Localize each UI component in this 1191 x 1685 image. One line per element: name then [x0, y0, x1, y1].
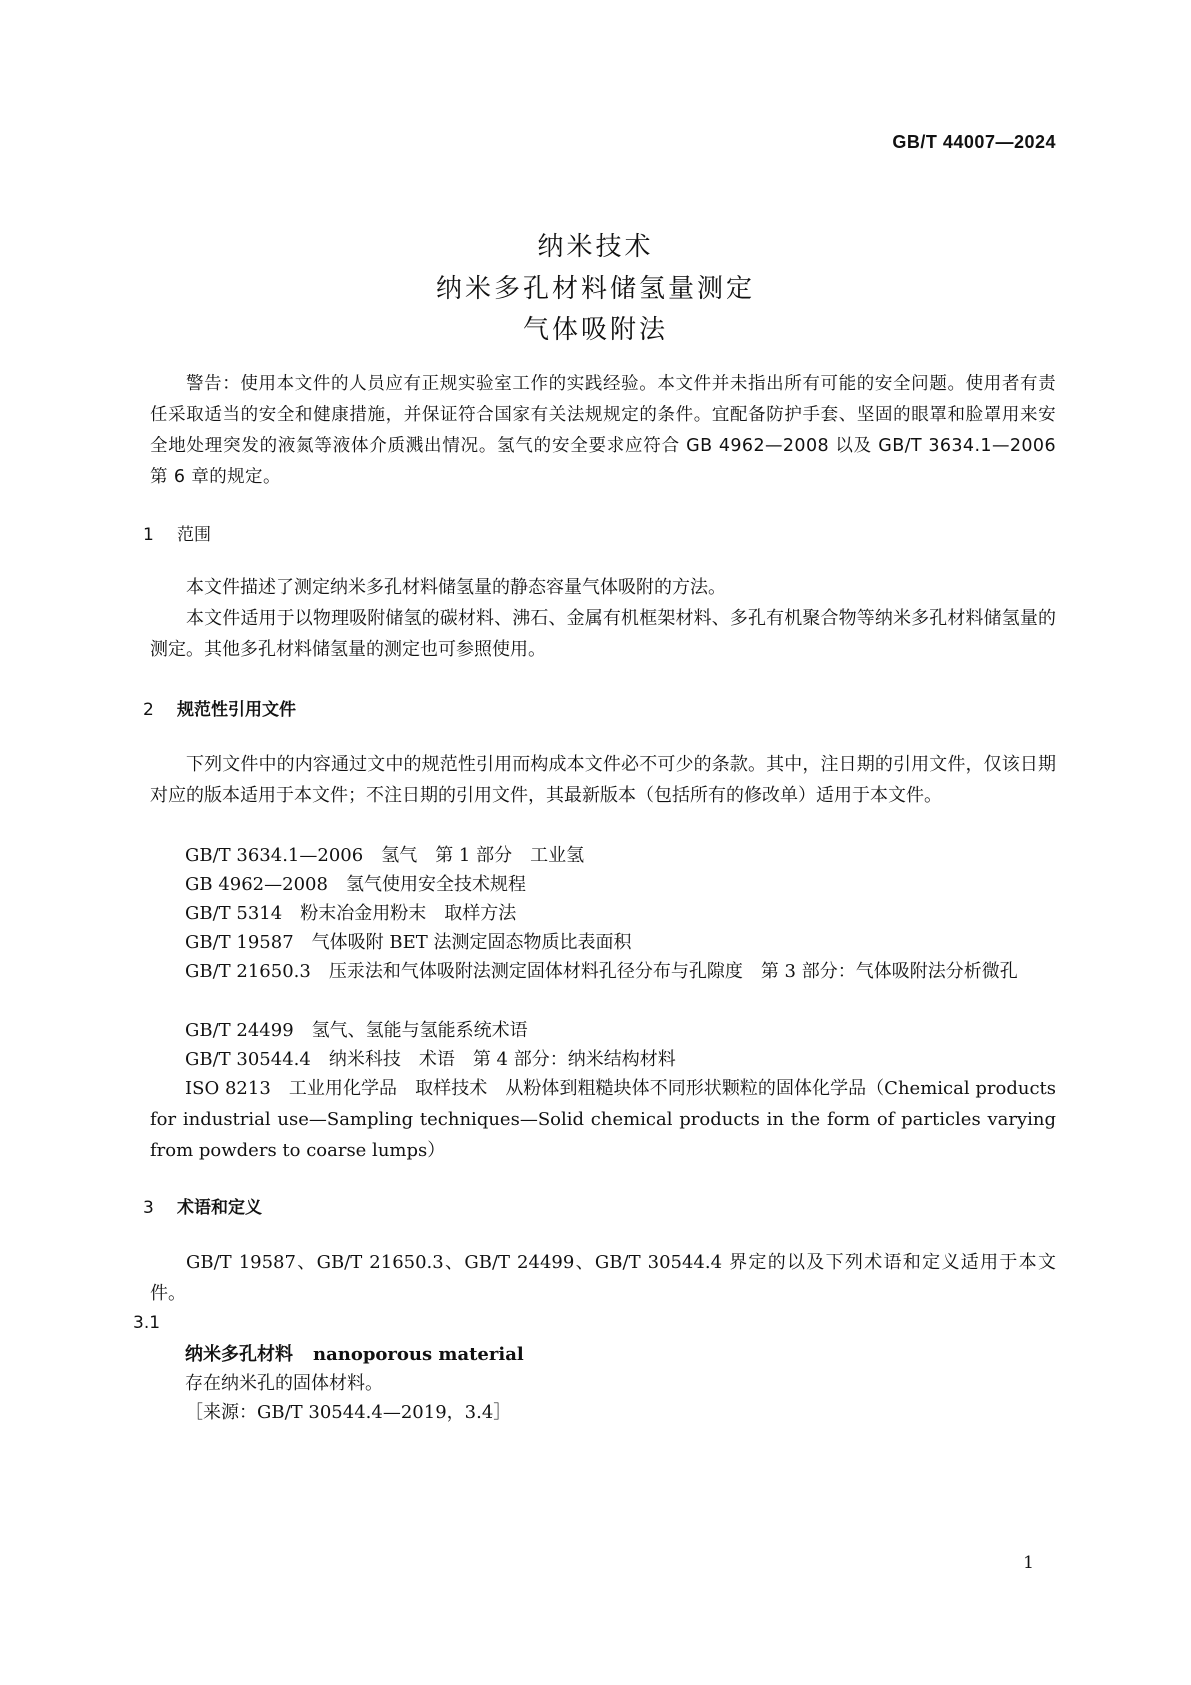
section-2-heading	[143, 695, 296, 720]
terms-intro: GB/T 19587、GB/T 21650.3、GB/T 24499、GB/T 30544.4 界定的以及下列术语和定义适用于本文件。	[150, 1252, 1056, 1304]
term-source: ［来源：GB/T 30544.4—2019，3.4］	[185, 1402, 512, 1423]
title-line-3: 气体吸附法	[522, 315, 668, 345]
section-number: 2	[143, 700, 154, 720]
scope-paragraph-1: 本文件描述了测定纳米多孔材料储氢量的静态容量气体吸附的方法。	[186, 577, 726, 598]
reference-item: GB/T 3634.1—2006 氢气 第 1 部分 工业氢	[185, 845, 585, 866]
reference-item: GB/T 24499 氢气、氢能与氢能系统术语	[185, 1020, 528, 1041]
term-definition: 存在纳米孔的固体材料。	[185, 1373, 383, 1394]
reference-item: GB/T 19587 气体吸附 BET 法测定固态物质比表面积	[185, 932, 632, 953]
title-line-2: 纳米多孔材料储氢量测定	[435, 274, 755, 304]
term-number: 3.1	[133, 1313, 161, 1333]
section-3-heading	[143, 1193, 262, 1218]
warning-paragraph: 警告：使用本文件的人员应有正规实验室工作的实践经验。本文件并未指出所有可能的安全问题。使用者有责任采取适当的安全和健康措施，并保证符合国家有关法规规定的条件。宜配备防护手套、坚固的眼罩和脸罩用来安全地处理突发的液氮等液体介质溅出情况。氢气的安全要求应符合 GB 4962—2008 以及 GB/T 3634.1—2006 第 6 章的规定。	[150, 374, 1056, 487]
page-number: 1	[1023, 1553, 1034, 1573]
section-title: 术语和定义	[177, 1198, 262, 1218]
section-1-heading	[143, 520, 211, 545]
references-intro: 下列文件中的内容通过文中的规范性引用而构成本文件必不可少的条款。其中，注日期的引用文件，仅该日期对应的版本适用于本文件；不注日期的引用文件，其最新版本（包括所有的修改单）适用于本文件。	[150, 754, 1056, 806]
reference-item: ISO 8213 工业用化学品 取样技术 从粉体到粗糙块体不同形状颗粒的固体化学品（Chemical products for industrial use—Sampling techniques—Solid chemical products in the form of particles varying from powders to coarse lumps）	[150, 1078, 1056, 1161]
reference-item: GB 4962—2008 氢气使用安全技术规程	[185, 874, 526, 895]
term-chinese: 纳米多孔材料	[185, 1344, 293, 1365]
section-number: 3	[143, 1198, 154, 1218]
title-line-1: 纳米技术	[537, 232, 654, 262]
section-title: 范围	[177, 525, 211, 545]
standard-number: GB/T 44007—2024	[892, 132, 1056, 152]
term-english: nanoporous material	[313, 1344, 524, 1365]
reference-item: GB/T 30544.4 纳米科技 术语 第 4 部分：纳米结构材料	[185, 1049, 676, 1070]
reference-item: GB/T 21650.3 压汞法和气体吸附法测定固体材料孔径分布与孔隙度 第 3 部分：气体吸附法分析微孔	[185, 961, 1018, 982]
section-number: 1	[143, 525, 154, 545]
scope-paragraph-2: 本文件适用于以物理吸附储氢的碳材料、沸石、金属有机框架材料、多孔有机聚合物等纳米多孔材料储氢量的测定。其他多孔材料储氢量的测定也可参照使用。	[150, 608, 1056, 660]
section-title: 规范性引用文件	[177, 700, 296, 720]
term-entry	[185, 1340, 524, 1366]
reference-item: GB/T 5314 粉末冶金用粉末 取样方法	[185, 903, 517, 924]
